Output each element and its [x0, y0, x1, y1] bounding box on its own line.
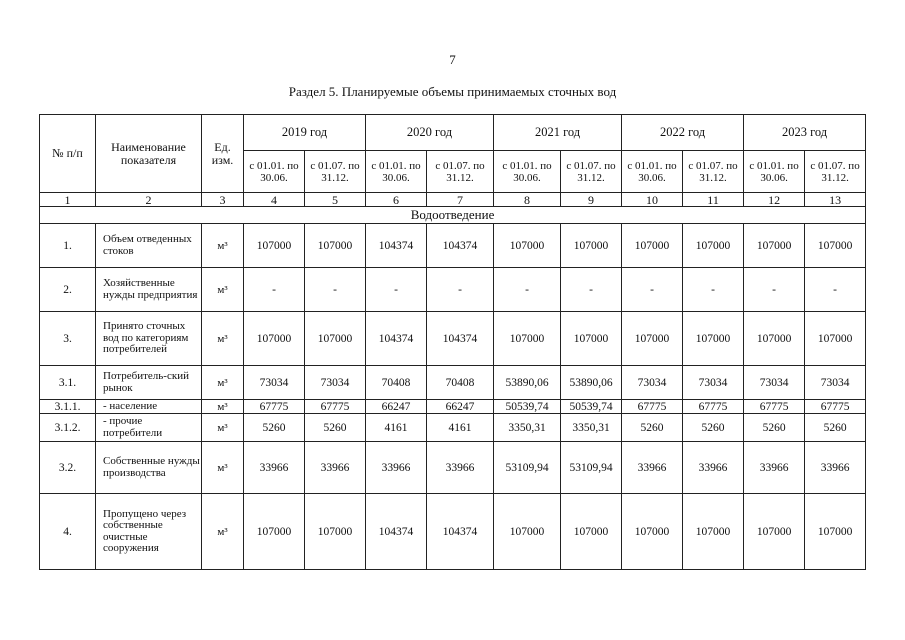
unit-cell: м³: [202, 268, 244, 312]
value-cell: 104374: [366, 312, 427, 366]
header-period: с 01.01. по 30.06.: [622, 151, 683, 193]
page-number: 7: [449, 52, 456, 67]
indicator-name: Потребитель-ский рынок: [96, 366, 202, 400]
table-row: [40, 494, 866, 570]
row-number: 3.: [40, 312, 96, 366]
wastewater-table: [39, 114, 866, 570]
value-cell: 104374: [427, 494, 494, 570]
value-cell: 104374: [366, 494, 427, 570]
value-cell: 104374: [427, 224, 494, 268]
unit-cell: м³: [202, 442, 244, 494]
value-cell: 67775: [744, 400, 805, 414]
header-unit: Ед. изм.: [202, 115, 244, 193]
column-number: 8: [494, 193, 561, 207]
value-cell: 33966: [622, 442, 683, 494]
page-title: Раздел 5. Планируемые объемы принимаемых сточных вод: [288, 84, 617, 99]
table-row: [40, 400, 866, 414]
value-cell: -: [683, 268, 744, 312]
value-cell: 53109,94: [561, 442, 622, 494]
unit-cell: м³: [202, 400, 244, 414]
value-cell: -: [305, 268, 366, 312]
value-cell: 5260: [305, 414, 366, 442]
indicator-name: - население: [96, 400, 202, 414]
value-cell: 73034: [622, 366, 683, 400]
value-cell: 107000: [683, 494, 744, 570]
table-row: [40, 442, 866, 494]
value-cell: 67775: [305, 400, 366, 414]
header-row-years: [40, 115, 866, 151]
table-row: [40, 268, 866, 312]
column-number: 2: [96, 193, 202, 207]
column-number: 10: [622, 193, 683, 207]
indicator-name: Собственные нужды производства: [96, 442, 202, 494]
value-cell: 4161: [366, 414, 427, 442]
indicator-name: - прочие потребители: [96, 414, 202, 442]
indicator-name: Принято сточных вод по категориям потребителей: [96, 312, 202, 366]
header-period: с 01.01. по 30.06.: [494, 151, 561, 193]
column-number: 4: [244, 193, 305, 207]
value-cell: 5260: [744, 414, 805, 442]
column-number: 1: [40, 193, 96, 207]
unit-cell: м³: [202, 224, 244, 268]
value-cell: 3350,31: [494, 414, 561, 442]
indicator-name: Хозяйственные нужды предприятия: [96, 268, 202, 312]
value-cell: 107000: [805, 224, 866, 268]
value-cell: -: [244, 268, 305, 312]
column-number: 13: [805, 193, 866, 207]
header-name: Наименование показателя: [96, 115, 202, 193]
header-period: с 01.01. по 30.06.: [244, 151, 305, 193]
value-cell: 107000: [744, 494, 805, 570]
value-cell: 107000: [805, 312, 866, 366]
unit-cell: м³: [202, 366, 244, 400]
header-year: 2019 год: [244, 115, 366, 151]
section-row: [40, 207, 866, 224]
header-year: 2021 год: [494, 115, 622, 151]
header-period: с 01.01. по 30.06.: [744, 151, 805, 193]
column-number: 9: [561, 193, 622, 207]
table-row: [40, 312, 866, 366]
value-cell: 33966: [305, 442, 366, 494]
indicator-name: Пропущено через собственные очистные сооружения: [96, 494, 202, 570]
header-period: с 01.07. по 31.12.: [805, 151, 866, 193]
value-cell: 107000: [622, 312, 683, 366]
value-cell: 107000: [805, 494, 866, 570]
value-cell: 107000: [622, 224, 683, 268]
header-year: 2023 год: [744, 115, 866, 151]
value-cell: -: [494, 268, 561, 312]
value-cell: 107000: [244, 494, 305, 570]
value-cell: 107000: [744, 224, 805, 268]
header-year: 2022 год: [622, 115, 744, 151]
header-period: с 01.07. по 31.12.: [561, 151, 622, 193]
value-cell: 107000: [622, 494, 683, 570]
value-cell: 33966: [744, 442, 805, 494]
value-cell: 104374: [366, 224, 427, 268]
row-number: 3.1.: [40, 366, 96, 400]
value-cell: -: [366, 268, 427, 312]
section-heading: Водоотведение: [40, 207, 866, 224]
value-cell: 50539,74: [494, 400, 561, 414]
value-cell: 107000: [494, 224, 561, 268]
value-cell: 67775: [622, 400, 683, 414]
value-cell: 70408: [427, 366, 494, 400]
value-cell: 107000: [305, 224, 366, 268]
value-cell: -: [805, 268, 866, 312]
row-number: 2.: [40, 268, 96, 312]
header-period: с 01.07. по 31.12.: [305, 151, 366, 193]
value-cell: 67775: [683, 400, 744, 414]
value-cell: 73034: [744, 366, 805, 400]
value-cell: 107000: [305, 494, 366, 570]
value-cell: 53890,06: [494, 366, 561, 400]
value-cell: 73034: [244, 366, 305, 400]
value-cell: 33966: [244, 442, 305, 494]
value-cell: 67775: [244, 400, 305, 414]
value-cell: 107000: [683, 224, 744, 268]
row-number: 3.1.2.: [40, 414, 96, 442]
value-cell: 5260: [805, 414, 866, 442]
value-cell: 107000: [244, 224, 305, 268]
value-cell: 33966: [427, 442, 494, 494]
value-cell: 67775: [805, 400, 866, 414]
value-cell: 73034: [305, 366, 366, 400]
table-body: [40, 207, 866, 570]
indicator-name: Объем отведенных стоков: [96, 224, 202, 268]
value-cell: 4161: [427, 414, 494, 442]
header-num: № п/п: [40, 115, 96, 193]
header-year: 2020 год: [366, 115, 494, 151]
value-cell: 3350,31: [561, 414, 622, 442]
unit-cell: м³: [202, 414, 244, 442]
value-cell: 33966: [683, 442, 744, 494]
row-number: 1.: [40, 224, 96, 268]
value-cell: 5260: [622, 414, 683, 442]
value-cell: -: [561, 268, 622, 312]
unit-cell: м³: [202, 312, 244, 366]
column-number: 3: [202, 193, 244, 207]
column-number: 11: [683, 193, 744, 207]
value-cell: 5260: [244, 414, 305, 442]
table-row: [40, 224, 866, 268]
value-cell: 73034: [805, 366, 866, 400]
value-cell: -: [622, 268, 683, 312]
value-cell: 66247: [427, 400, 494, 414]
row-number: 3.1.1.: [40, 400, 96, 414]
value-cell: 107000: [744, 312, 805, 366]
value-cell: 50539,74: [561, 400, 622, 414]
value-cell: 107000: [561, 494, 622, 570]
header-period: с 01.01. по 30.06.: [366, 151, 427, 193]
value-cell: 107000: [561, 224, 622, 268]
value-cell: 73034: [683, 366, 744, 400]
value-cell: 53109,94: [494, 442, 561, 494]
row-number: 4.: [40, 494, 96, 570]
value-cell: 70408: [366, 366, 427, 400]
value-cell: 33966: [366, 442, 427, 494]
value-cell: 104374: [427, 312, 494, 366]
table-row: [40, 366, 866, 400]
unit-cell: м³: [202, 494, 244, 570]
value-cell: 107000: [683, 312, 744, 366]
value-cell: -: [427, 268, 494, 312]
row-number: 3.2.: [40, 442, 96, 494]
column-number: 12: [744, 193, 805, 207]
value-cell: 107000: [244, 312, 305, 366]
column-number-row: [40, 193, 866, 207]
value-cell: 5260: [683, 414, 744, 442]
value-cell: 107000: [494, 312, 561, 366]
header-period: с 01.07. по 31.12.: [683, 151, 744, 193]
value-cell: 53890,06: [561, 366, 622, 400]
table-row: [40, 414, 866, 442]
column-number: 6: [366, 193, 427, 207]
header-period: с 01.07. по 31.12.: [427, 151, 494, 193]
value-cell: 107000: [494, 494, 561, 570]
column-number: 7: [427, 193, 494, 207]
value-cell: 33966: [805, 442, 866, 494]
column-number: 5: [305, 193, 366, 207]
value-cell: 66247: [366, 400, 427, 414]
value-cell: -: [744, 268, 805, 312]
value-cell: 107000: [561, 312, 622, 366]
value-cell: 107000: [305, 312, 366, 366]
